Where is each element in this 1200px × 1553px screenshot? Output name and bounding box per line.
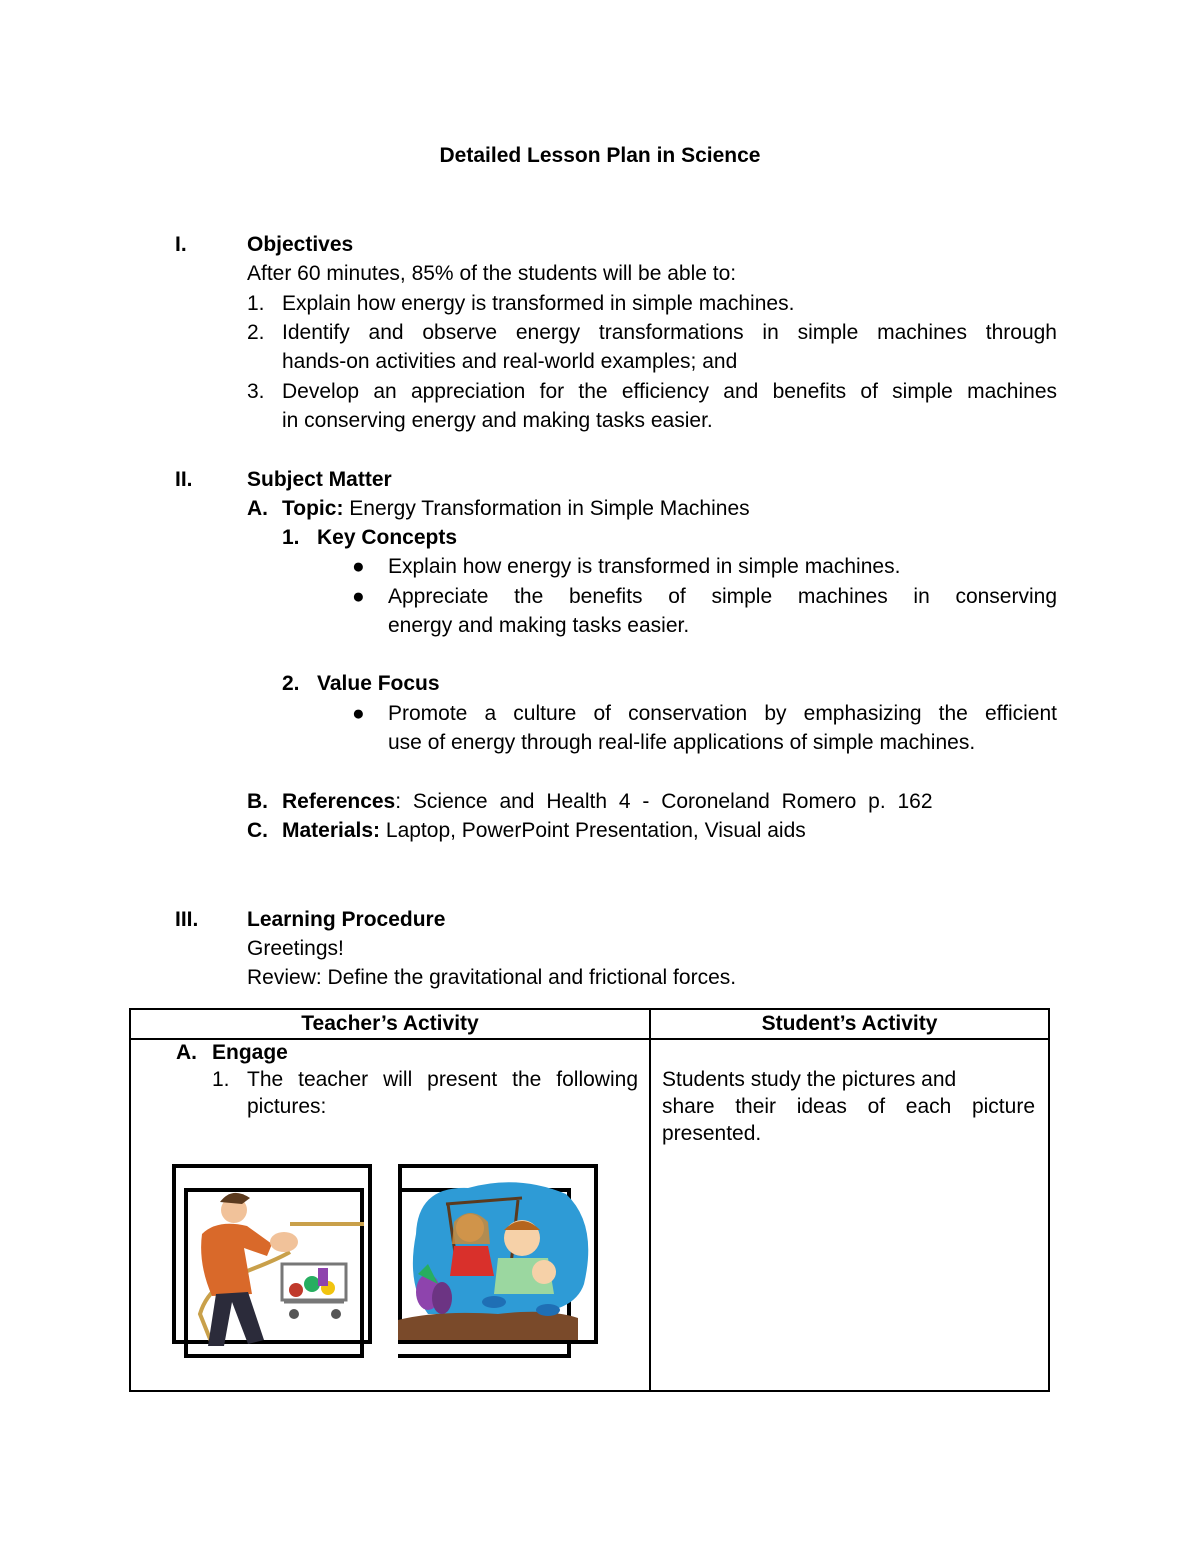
engage-heading: Engage [212, 1041, 288, 1064]
references-letter: B. [247, 790, 268, 813]
value-focus-text-line: Promote a culture of conservation by emphasizing the efficient [388, 702, 1057, 725]
value-focus-text-line: use of energy through real-life applications of simple machines. [388, 731, 976, 754]
objective-number: 3. [247, 380, 265, 403]
topic-letter: A. [247, 497, 268, 520]
bullet-dot: ● [352, 585, 365, 608]
objective-number: 2. [247, 321, 265, 344]
children-swing-picture [398, 1164, 602, 1360]
objective-text: Explain how energy is transformed in simple machines. [282, 292, 795, 315]
section-numeral-objectives: I. [175, 233, 187, 256]
teacher-activity-header: Teacher’s Activity [130, 1009, 650, 1039]
teacher-item-line: The teacher will present the following [247, 1068, 638, 1091]
student-activity-line: Students study the pictures and [662, 1068, 957, 1091]
bullet-dot: ● [352, 702, 365, 725]
teacher-item-number: 1. [212, 1068, 230, 1091]
key-concept-text-line: energy and making tasks easier. [388, 614, 690, 637]
review-text: Review: Define the gravitational and frictional forces. [247, 966, 737, 989]
student-activity-header: Student’s Activity [650, 1009, 1049, 1039]
materials-line [282, 816, 806, 845]
objective-text-line: Develop an appreciation for the efficiency and benefits of simple machines [282, 380, 1057, 403]
objectives-intro: After 60 minutes, 85% of the students will be able to: [247, 262, 737, 285]
materials-letter: C. [247, 819, 268, 842]
section-heading-objectives: Objectives [247, 233, 354, 256]
references-line [282, 787, 933, 816]
objective-text-line: hands-on activities and real-world examples; and [282, 350, 738, 373]
student-activity-line: share their ideas of each picture [662, 1095, 1035, 1118]
key-concepts-heading: Key Concepts [317, 526, 458, 549]
topic-line [282, 494, 750, 523]
key-concepts-number: 1. [282, 526, 300, 549]
objective-text-line: Identify and observe energy transformations in simple machines through [282, 321, 1057, 344]
value-focus-heading: Value Focus [317, 672, 440, 695]
section-heading-procedure: Learning Procedure [247, 908, 446, 931]
teacher-item-line: pictures: [247, 1095, 327, 1118]
section-numeral-subject-matter: II. [175, 468, 193, 491]
student-activity-line: presented. [662, 1122, 762, 1145]
key-concept-text-line: Appreciate the benefits of simple machines in conserving [388, 585, 1057, 608]
bullet-dot: ● [352, 555, 365, 578]
document-title: Detailed Lesson Plan in Science [439, 144, 761, 167]
engage-letter: A. [176, 1041, 197, 1064]
person-pulling-cart-picture [172, 1164, 376, 1360]
objective-text-line: in conserving energy and making tasks easier. [282, 409, 713, 432]
value-focus-number: 2. [282, 672, 300, 695]
greeting-text: Greetings! [247, 937, 344, 960]
section-heading-subject-matter: Subject Matter [247, 468, 392, 491]
materials-label: Materials: [282, 819, 381, 842]
section-numeral-procedure: III. [175, 908, 199, 931]
objective-number: 1. [247, 292, 265, 315]
topic-value: Energy Transformation in Simple Machines [349, 497, 750, 520]
references-label: References [282, 790, 396, 813]
materials-value: Laptop, PowerPoint Presentation, Visual aids [385, 819, 806, 842]
topic-label: Topic: [282, 497, 344, 520]
key-concept-text: Explain how energy is transformed in simple machines. [388, 555, 901, 578]
references-value: : Science and Health 4 - Coroneland Romero p. 162 [395, 790, 933, 813]
